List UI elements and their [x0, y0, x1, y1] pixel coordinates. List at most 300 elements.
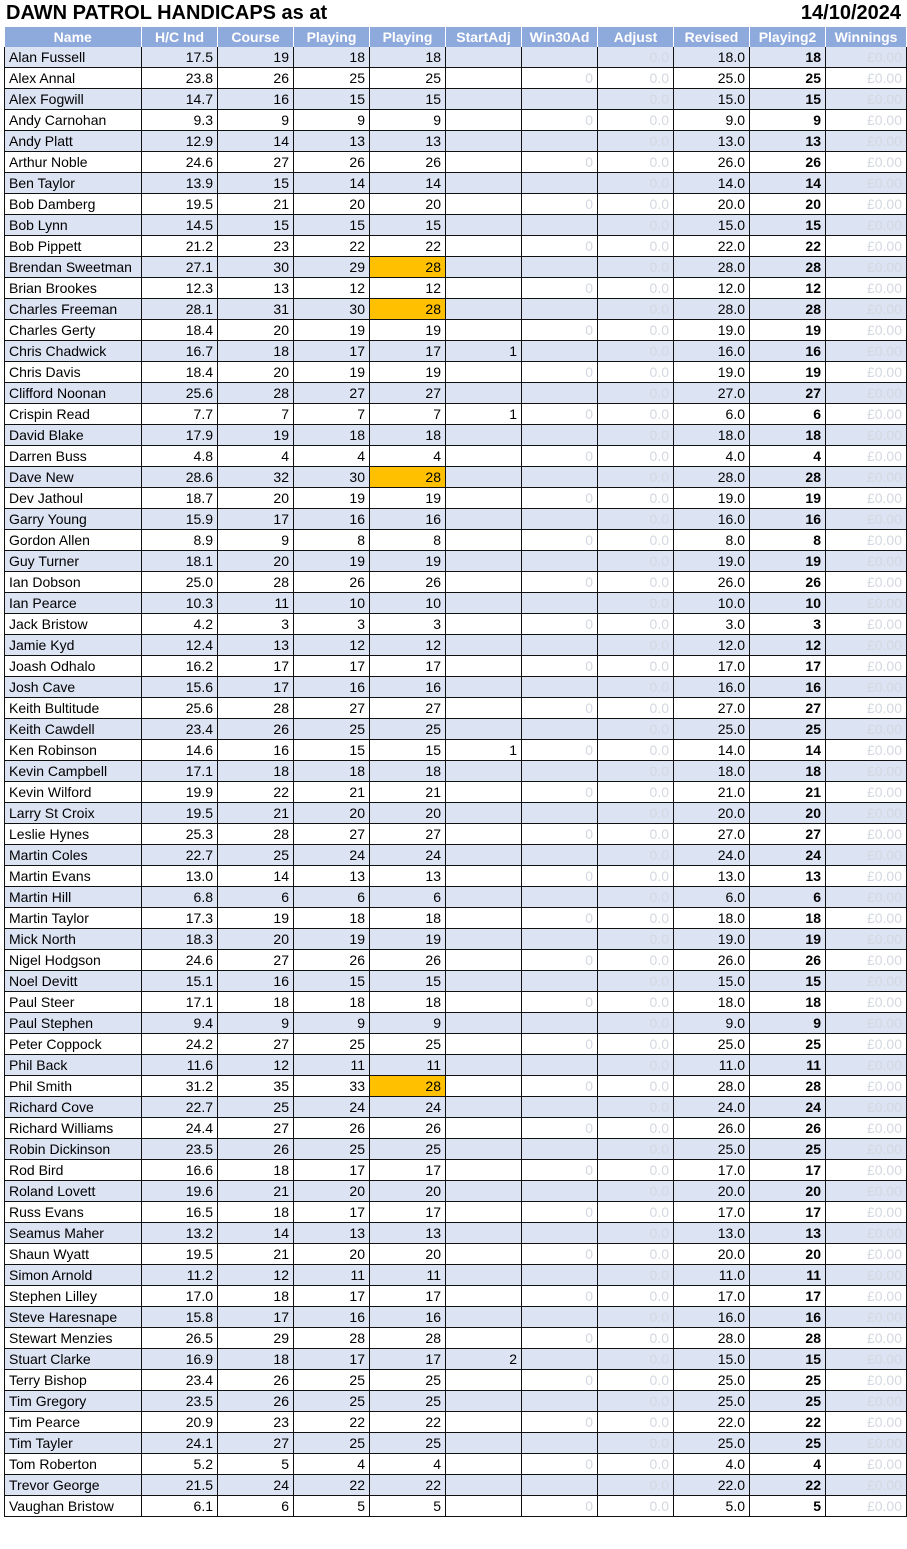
- cell-course[interactable]: 20: [218, 929, 294, 950]
- cell-playing2[interactable]: 12: [750, 278, 826, 299]
- cell-revised[interactable]: 17.0: [674, 656, 750, 677]
- cell-startadj[interactable]: 2: [446, 1349, 522, 1370]
- cell-winnings[interactable]: £0.00: [826, 1370, 907, 1391]
- cell-hc-ind[interactable]: 19.6: [142, 1181, 218, 1202]
- cell-win30ad[interactable]: 0: [522, 824, 598, 845]
- cell-playing2[interactable]: 13: [750, 866, 826, 887]
- cell-course[interactable]: 23: [218, 236, 294, 257]
- cell-startadj[interactable]: [446, 1160, 522, 1181]
- cell-revised[interactable]: 19.0: [674, 929, 750, 950]
- cell-playing[interactable]: 22: [294, 1475, 370, 1496]
- cell-course[interactable]: 6: [218, 887, 294, 908]
- cell-startadj[interactable]: [446, 803, 522, 824]
- cell-course[interactable]: 19: [218, 908, 294, 929]
- cell-win30ad[interactable]: 0: [522, 1202, 598, 1223]
- cell-playing[interactable]: 9: [294, 1013, 370, 1034]
- cell-revised[interactable]: 15.0: [674, 1349, 750, 1370]
- cell-startadj[interactable]: [446, 1475, 522, 1496]
- cell-hc-ind[interactable]: 27.1: [142, 257, 218, 278]
- cell-name[interactable]: Brendan Sweetman: [5, 257, 142, 278]
- cell-startadj[interactable]: [446, 824, 522, 845]
- cell-playing2[interactable]: 13: [750, 131, 826, 152]
- cell-hc-ind[interactable]: 17.1: [142, 992, 218, 1013]
- cell-hc-ind[interactable]: 16.5: [142, 1202, 218, 1223]
- cell-adjust[interactable]: 0.0: [598, 761, 674, 782]
- cell-win30ad[interactable]: [522, 89, 598, 110]
- cell-playing-capped[interactable]: 6: [370, 887, 446, 908]
- cell-winnings[interactable]: £0.00: [826, 488, 907, 509]
- cell-playing2[interactable]: 24: [750, 845, 826, 866]
- cell-winnings[interactable]: £0.00: [826, 68, 907, 89]
- cell-revised[interactable]: 25.0: [674, 1139, 750, 1160]
- cell-revised[interactable]: 4.0: [674, 1454, 750, 1475]
- cell-startadj[interactable]: [446, 761, 522, 782]
- cell-name[interactable]: Stuart Clarke: [5, 1349, 142, 1370]
- cell-adjust[interactable]: 0.0: [598, 593, 674, 614]
- cell-revised[interactable]: 11.0: [674, 1055, 750, 1076]
- cell-course[interactable]: 26: [218, 719, 294, 740]
- cell-adjust[interactable]: 0.0: [598, 110, 674, 131]
- cell-adjust[interactable]: 0.0: [598, 1139, 674, 1160]
- cell-course[interactable]: 16: [218, 971, 294, 992]
- cell-course[interactable]: 14: [218, 866, 294, 887]
- cell-revised[interactable]: 28.0: [674, 1328, 750, 1349]
- cell-playing-capped[interactable]: 18: [370, 908, 446, 929]
- cell-hc-ind[interactable]: 13.9: [142, 173, 218, 194]
- cell-startadj[interactable]: [446, 635, 522, 656]
- cell-winnings[interactable]: £0.00: [826, 1244, 907, 1265]
- cell-playing2[interactable]: 3: [750, 614, 826, 635]
- cell-startadj[interactable]: [446, 908, 522, 929]
- cell-playing[interactable]: 17: [294, 1202, 370, 1223]
- cell-win30ad[interactable]: [522, 593, 598, 614]
- cell-name[interactable]: Paul Stephen: [5, 1013, 142, 1034]
- cell-name[interactable]: Alan Fussell: [5, 47, 142, 68]
- cell-hc-ind[interactable]: 8.9: [142, 530, 218, 551]
- cell-hc-ind[interactable]: 31.2: [142, 1076, 218, 1097]
- cell-playing2[interactable]: 11: [750, 1265, 826, 1286]
- cell-playing2[interactable]: 6: [750, 887, 826, 908]
- cell-winnings[interactable]: £0.00: [826, 236, 907, 257]
- cell-startadj[interactable]: [446, 1286, 522, 1307]
- cell-playing-capped[interactable]: 19: [370, 320, 446, 341]
- cell-win30ad[interactable]: 0: [522, 1244, 598, 1265]
- cell-playing-capped[interactable]: 13: [370, 131, 446, 152]
- cell-name[interactable]: Martin Evans: [5, 866, 142, 887]
- cell-winnings[interactable]: £0.00: [826, 1013, 907, 1034]
- cell-adjust[interactable]: 0.0: [598, 1223, 674, 1244]
- cell-name[interactable]: Richard Cove: [5, 1097, 142, 1118]
- cell-playing-capped[interactable]: 11: [370, 1265, 446, 1286]
- cell-adjust[interactable]: 0.0: [598, 425, 674, 446]
- cell-playing2[interactable]: 28: [750, 299, 826, 320]
- cell-adjust[interactable]: 0.0: [598, 467, 674, 488]
- cell-winnings[interactable]: £0.00: [826, 1349, 907, 1370]
- cell-win30ad[interactable]: 0: [522, 572, 598, 593]
- cell-winnings[interactable]: £0.00: [826, 656, 907, 677]
- cell-revised[interactable]: 12.0: [674, 278, 750, 299]
- cell-course[interactable]: 31: [218, 299, 294, 320]
- cell-playing2[interactable]: 19: [750, 929, 826, 950]
- cell-revised[interactable]: 28.0: [674, 257, 750, 278]
- cell-course[interactable]: 32: [218, 467, 294, 488]
- cell-playing2[interactable]: 18: [750, 761, 826, 782]
- cell-playing-capped[interactable]: 22: [370, 236, 446, 257]
- cell-playing[interactable]: 24: [294, 845, 370, 866]
- cell-playing[interactable]: 18: [294, 908, 370, 929]
- cell-adjust[interactable]: 0.0: [598, 1370, 674, 1391]
- cell-startadj[interactable]: [446, 950, 522, 971]
- cell-win30ad[interactable]: 0: [522, 1076, 598, 1097]
- cell-win30ad[interactable]: [522, 1349, 598, 1370]
- cell-course[interactable]: 9: [218, 1013, 294, 1034]
- cell-startadj[interactable]: [446, 929, 522, 950]
- cell-startadj[interactable]: 1: [446, 404, 522, 425]
- cell-revised[interactable]: 25.0: [674, 1370, 750, 1391]
- cell-hc-ind[interactable]: 15.1: [142, 971, 218, 992]
- cell-course[interactable]: 20: [218, 362, 294, 383]
- cell-startadj[interactable]: [446, 446, 522, 467]
- cell-revised[interactable]: 17.0: [674, 1286, 750, 1307]
- cell-course[interactable]: 12: [218, 1265, 294, 1286]
- cell-revised[interactable]: 25.0: [674, 1391, 750, 1412]
- cell-winnings[interactable]: £0.00: [826, 446, 907, 467]
- cell-hc-ind[interactable]: 23.5: [142, 1391, 218, 1412]
- cell-startadj[interactable]: [446, 131, 522, 152]
- cell-startadj[interactable]: [446, 1097, 522, 1118]
- cell-playing[interactable]: 19: [294, 488, 370, 509]
- cell-playing2[interactable]: 22: [750, 236, 826, 257]
- cell-playing-capped[interactable]: 26: [370, 152, 446, 173]
- cell-startadj[interactable]: [446, 467, 522, 488]
- cell-name[interactable]: Clifford Noonan: [5, 383, 142, 404]
- cell-playing[interactable]: 25: [294, 1391, 370, 1412]
- cell-name[interactable]: Chris Davis: [5, 362, 142, 383]
- cell-startadj[interactable]: [446, 593, 522, 614]
- cell-win30ad[interactable]: [522, 425, 598, 446]
- cell-playing2[interactable]: 18: [750, 425, 826, 446]
- cell-playing[interactable]: 25: [294, 1370, 370, 1391]
- cell-startadj[interactable]: [446, 1139, 522, 1160]
- cell-name[interactable]: Terry Bishop: [5, 1370, 142, 1391]
- cell-adjust[interactable]: 0.0: [598, 1076, 674, 1097]
- cell-playing-capped[interactable]: 8: [370, 530, 446, 551]
- cell-adjust[interactable]: 0.0: [598, 845, 674, 866]
- cell-hc-ind[interactable]: 26.5: [142, 1328, 218, 1349]
- cell-startadj[interactable]: [446, 383, 522, 404]
- cell-adjust[interactable]: 0.0: [598, 1202, 674, 1223]
- cell-playing-capped[interactable]: 18: [370, 992, 446, 1013]
- cell-startadj[interactable]: [446, 215, 522, 236]
- cell-name[interactable]: Noel Devitt: [5, 971, 142, 992]
- cell-playing-capped[interactable]: 17: [370, 1160, 446, 1181]
- cell-playing-capped[interactable]: 26: [370, 572, 446, 593]
- cell-playing[interactable]: 12: [294, 635, 370, 656]
- cell-playing[interactable]: 30: [294, 299, 370, 320]
- cell-playing[interactable]: 16: [294, 1307, 370, 1328]
- cell-course[interactable]: 30: [218, 257, 294, 278]
- cell-startadj[interactable]: [446, 1202, 522, 1223]
- cell-name[interactable]: Keith Cawdell: [5, 719, 142, 740]
- cell-hc-ind[interactable]: 25.3: [142, 824, 218, 845]
- cell-win30ad[interactable]: [522, 1391, 598, 1412]
- cell-revised[interactable]: 24.0: [674, 1097, 750, 1118]
- cell-winnings[interactable]: £0.00: [826, 131, 907, 152]
- cell-playing2[interactable]: 4: [750, 446, 826, 467]
- cell-course[interactable]: 26: [218, 1139, 294, 1160]
- cell-name[interactable]: Jamie Kyd: [5, 635, 142, 656]
- cell-hc-ind[interactable]: 14.5: [142, 215, 218, 236]
- cell-revised[interactable]: 13.0: [674, 866, 750, 887]
- cell-course[interactable]: 28: [218, 824, 294, 845]
- cell-playing[interactable]: 15: [294, 971, 370, 992]
- cell-revised[interactable]: 26.0: [674, 950, 750, 971]
- cell-course[interactable]: 20: [218, 551, 294, 572]
- cell-revised[interactable]: 15.0: [674, 215, 750, 236]
- cell-hc-ind[interactable]: 12.4: [142, 635, 218, 656]
- cell-course[interactable]: 21: [218, 803, 294, 824]
- cell-course[interactable]: 27: [218, 1034, 294, 1055]
- cell-course[interactable]: 18: [218, 1349, 294, 1370]
- cell-playing2[interactable]: 17: [750, 1202, 826, 1223]
- cell-winnings[interactable]: £0.00: [826, 1097, 907, 1118]
- cell-win30ad[interactable]: [522, 1265, 598, 1286]
- cell-adjust[interactable]: 0.0: [598, 131, 674, 152]
- cell-name[interactable]: Brian Brookes: [5, 278, 142, 299]
- cell-revised[interactable]: 27.0: [674, 824, 750, 845]
- cell-revised[interactable]: 17.0: [674, 1160, 750, 1181]
- cell-name[interactable]: Arthur Noble: [5, 152, 142, 173]
- cell-win30ad[interactable]: 0: [522, 740, 598, 761]
- cell-startadj[interactable]: [446, 1034, 522, 1055]
- cell-name[interactable]: Jack Bristow: [5, 614, 142, 635]
- cell-playing[interactable]: 9: [294, 110, 370, 131]
- cell-playing-capped[interactable]: 15: [370, 740, 446, 761]
- cell-hc-ind[interactable]: 12.9: [142, 131, 218, 152]
- cell-playing2[interactable]: 16: [750, 509, 826, 530]
- cell-playing[interactable]: 12: [294, 278, 370, 299]
- cell-playing[interactable]: 19: [294, 551, 370, 572]
- cell-playing2[interactable]: 19: [750, 362, 826, 383]
- cell-name[interactable]: Tim Gregory: [5, 1391, 142, 1412]
- cell-win30ad[interactable]: [522, 1307, 598, 1328]
- cell-revised[interactable]: 4.0: [674, 446, 750, 467]
- cell-winnings[interactable]: £0.00: [826, 887, 907, 908]
- cell-playing[interactable]: 25: [294, 1433, 370, 1454]
- cell-revised[interactable]: 28.0: [674, 299, 750, 320]
- cell-name[interactable]: Charles Gerty: [5, 320, 142, 341]
- col-header-hc-ind[interactable]: H/C Ind: [142, 27, 218, 47]
- cell-win30ad[interactable]: [522, 1139, 598, 1160]
- cell-name[interactable]: Mick North: [5, 929, 142, 950]
- cell-startadj[interactable]: [446, 152, 522, 173]
- cell-revised[interactable]: 26.0: [674, 572, 750, 593]
- cell-adjust[interactable]: 0.0: [598, 236, 674, 257]
- cell-playing-capped[interactable]: 19: [370, 362, 446, 383]
- cell-hc-ind[interactable]: 18.4: [142, 320, 218, 341]
- cell-winnings[interactable]: £0.00: [826, 719, 907, 740]
- cell-win30ad[interactable]: [522, 1223, 598, 1244]
- cell-name[interactable]: Bob Damberg: [5, 194, 142, 215]
- cell-name[interactable]: Dev Jathoul: [5, 488, 142, 509]
- cell-playing2[interactable]: 17: [750, 1286, 826, 1307]
- cell-adjust[interactable]: 0.0: [598, 1391, 674, 1412]
- cell-startadj[interactable]: [446, 782, 522, 803]
- cell-playing[interactable]: 25: [294, 1139, 370, 1160]
- cell-winnings[interactable]: £0.00: [826, 509, 907, 530]
- cell-name[interactable]: Keith Bultitude: [5, 698, 142, 719]
- cell-adjust[interactable]: 0.0: [598, 1055, 674, 1076]
- cell-startadj[interactable]: [446, 320, 522, 341]
- cell-adjust[interactable]: 0.0: [598, 89, 674, 110]
- cell-startadj[interactable]: [446, 1412, 522, 1433]
- cell-startadj[interactable]: [446, 194, 522, 215]
- cell-win30ad[interactable]: 0: [522, 1454, 598, 1475]
- cell-startadj[interactable]: [446, 278, 522, 299]
- cell-hc-ind[interactable]: 24.4: [142, 1118, 218, 1139]
- cell-win30ad[interactable]: 0: [522, 1328, 598, 1349]
- cell-revised[interactable]: 17.0: [674, 1202, 750, 1223]
- cell-playing2[interactable]: 28: [750, 467, 826, 488]
- cell-win30ad[interactable]: [522, 845, 598, 866]
- cell-hc-ind[interactable]: 12.3: [142, 278, 218, 299]
- cell-adjust[interactable]: 0.0: [598, 614, 674, 635]
- cell-startadj[interactable]: [446, 1055, 522, 1076]
- cell-playing[interactable]: 17: [294, 656, 370, 677]
- cell-revised[interactable]: 5.0: [674, 1496, 750, 1517]
- cell-course[interactable]: 22: [218, 782, 294, 803]
- cell-startadj[interactable]: [446, 1118, 522, 1139]
- cell-win30ad[interactable]: [522, 341, 598, 362]
- cell-winnings[interactable]: £0.00: [826, 194, 907, 215]
- cell-revised[interactable]: 20.0: [674, 194, 750, 215]
- cell-winnings[interactable]: £0.00: [826, 614, 907, 635]
- cell-playing-capped[interactable]: 20: [370, 803, 446, 824]
- cell-revised[interactable]: 27.0: [674, 383, 750, 404]
- cell-playing2[interactable]: 25: [750, 719, 826, 740]
- cell-playing[interactable]: 25: [294, 68, 370, 89]
- cell-name[interactable]: Josh Cave: [5, 677, 142, 698]
- cell-winnings[interactable]: £0.00: [826, 1328, 907, 1349]
- cell-hc-ind[interactable]: 4.2: [142, 614, 218, 635]
- cell-winnings[interactable]: £0.00: [826, 1433, 907, 1454]
- cell-adjust[interactable]: 0.0: [598, 887, 674, 908]
- cell-playing[interactable]: 8: [294, 530, 370, 551]
- cell-winnings[interactable]: £0.00: [826, 551, 907, 572]
- cell-playing[interactable]: 20: [294, 194, 370, 215]
- cell-playing2[interactable]: 9: [750, 110, 826, 131]
- cell-adjust[interactable]: 0.0: [598, 1181, 674, 1202]
- cell-winnings[interactable]: £0.00: [826, 1034, 907, 1055]
- cell-revised[interactable]: 22.0: [674, 1475, 750, 1496]
- cell-playing2[interactable]: 20: [750, 1244, 826, 1265]
- cell-name[interactable]: Andy Carnohan: [5, 110, 142, 131]
- cell-win30ad[interactable]: 0: [522, 530, 598, 551]
- cell-win30ad[interactable]: 0: [522, 194, 598, 215]
- cell-startadj[interactable]: [446, 299, 522, 320]
- cell-playing2[interactable]: 19: [750, 488, 826, 509]
- cell-playing-capped[interactable]: 12: [370, 635, 446, 656]
- cell-playing[interactable]: 28: [294, 1328, 370, 1349]
- cell-revised[interactable]: 21.0: [674, 782, 750, 803]
- cell-playing-capped[interactable]: 25: [370, 1391, 446, 1412]
- cell-course[interactable]: 18: [218, 341, 294, 362]
- cell-startadj[interactable]: [446, 488, 522, 509]
- col-header-course[interactable]: Course: [218, 27, 294, 47]
- cell-playing[interactable]: 16: [294, 677, 370, 698]
- cell-revised[interactable]: 16.0: [674, 509, 750, 530]
- cell-playing2[interactable]: 16: [750, 677, 826, 698]
- cell-playing2[interactable]: 25: [750, 1139, 826, 1160]
- cell-playing-capped[interactable]: 13: [370, 866, 446, 887]
- cell-revised[interactable]: 10.0: [674, 593, 750, 614]
- cell-startadj[interactable]: [446, 362, 522, 383]
- cell-playing-capped[interactable]: 17: [370, 1286, 446, 1307]
- cell-course[interactable]: 27: [218, 152, 294, 173]
- cell-startadj[interactable]: [446, 173, 522, 194]
- cell-startadj[interactable]: [446, 1076, 522, 1097]
- cell-playing-capped[interactable]: 25: [370, 1370, 446, 1391]
- cell-adjust[interactable]: 0.0: [598, 1034, 674, 1055]
- cell-playing2[interactable]: 20: [750, 1181, 826, 1202]
- cell-win30ad[interactable]: 0: [522, 488, 598, 509]
- cell-playing2[interactable]: 14: [750, 173, 826, 194]
- cell-adjust[interactable]: 0.0: [598, 1412, 674, 1433]
- cell-revised[interactable]: 20.0: [674, 803, 750, 824]
- cell-winnings[interactable]: £0.00: [826, 1286, 907, 1307]
- cell-adjust[interactable]: 0.0: [598, 1097, 674, 1118]
- cell-adjust[interactable]: 0.0: [598, 656, 674, 677]
- cell-adjust[interactable]: 0.0: [598, 677, 674, 698]
- cell-win30ad[interactable]: [522, 1433, 598, 1454]
- cell-playing2[interactable]: 28: [750, 1076, 826, 1097]
- cell-course[interactable]: 17: [218, 677, 294, 698]
- cell-playing[interactable]: 13: [294, 866, 370, 887]
- cell-playing-capped[interactable]: 18: [370, 47, 446, 68]
- cell-hc-ind[interactable]: 23.4: [142, 719, 218, 740]
- cell-hc-ind[interactable]: 16.9: [142, 1349, 218, 1370]
- cell-playing-capped[interactable]: 25: [370, 1034, 446, 1055]
- cell-adjust[interactable]: 0.0: [598, 1349, 674, 1370]
- cell-playing-capped[interactable]: 25: [370, 1433, 446, 1454]
- cell-playing[interactable]: 19: [294, 929, 370, 950]
- cell-hc-ind[interactable]: 23.8: [142, 68, 218, 89]
- cell-hc-ind[interactable]: 17.9: [142, 425, 218, 446]
- cell-playing2[interactable]: 17: [750, 1160, 826, 1181]
- cell-playing[interactable]: 18: [294, 425, 370, 446]
- cell-adjust[interactable]: 0.0: [598, 1244, 674, 1265]
- cell-course[interactable]: 17: [218, 1307, 294, 1328]
- cell-playing[interactable]: 26: [294, 1118, 370, 1139]
- cell-winnings[interactable]: £0.00: [826, 929, 907, 950]
- cell-startadj[interactable]: [446, 971, 522, 992]
- cell-playing2[interactable]: 25: [750, 68, 826, 89]
- cell-hc-ind[interactable]: 25.6: [142, 698, 218, 719]
- cell-playing[interactable]: 11: [294, 1055, 370, 1076]
- cell-hc-ind[interactable]: 17.0: [142, 1286, 218, 1307]
- cell-startadj[interactable]: [446, 257, 522, 278]
- col-header-playing2[interactable]: Playing2: [750, 27, 826, 47]
- cell-playing[interactable]: 26: [294, 572, 370, 593]
- cell-playing-capped[interactable]: 10: [370, 593, 446, 614]
- cell-hc-ind[interactable]: 15.9: [142, 509, 218, 530]
- cell-playing2[interactable]: 26: [750, 572, 826, 593]
- cell-playing[interactable]: 19: [294, 320, 370, 341]
- cell-playing2[interactable]: 18: [750, 908, 826, 929]
- cell-adjust[interactable]: 0.0: [598, 1265, 674, 1286]
- cell-playing[interactable]: 17: [294, 341, 370, 362]
- cell-adjust[interactable]: 0.0: [598, 257, 674, 278]
